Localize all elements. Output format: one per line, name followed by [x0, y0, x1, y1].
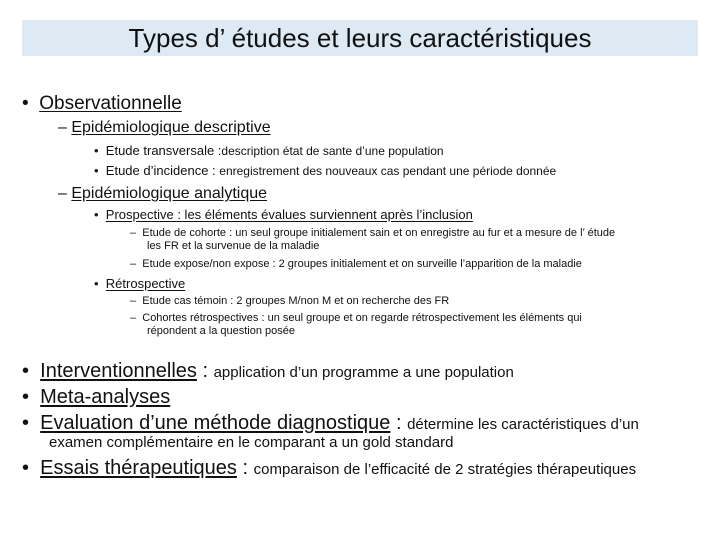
- evaluation-desc: détermine les caractéristiques d’un: [407, 416, 639, 433]
- dash-icon: –: [58, 185, 67, 202]
- evaluation-sep: :: [390, 412, 408, 434]
- list-item-interventionnelles: [22, 361, 514, 381]
- bullet-icon: •: [94, 163, 99, 178]
- analytique-label: Epidémiologique analytique: [71, 185, 268, 202]
- essais-desc: comparaison de l’efficacité de 2 stratégies thérapeutiques: [253, 461, 637, 478]
- cohortes-retro-text: Cohortes rétrospectives : un seul groupe et on regarde rétrospectivement les éléments qui: [142, 312, 582, 324]
- evaluation-label: Evaluation d’une méthode diagnostique: [40, 412, 391, 434]
- evaluation-continuation: examen complémentaire en le comparant a un gold standard: [49, 434, 454, 451]
- dash-icon: –: [130, 312, 137, 324]
- descriptive-label: Epidémiologique descriptive: [71, 119, 271, 136]
- list-item-observationnelle: [22, 94, 182, 113]
- cohorte-text: Etude de cohorte : un seul groupe initialement sain et on enregistre au fur et a mesure de l’ étude: [142, 227, 616, 239]
- observationnelle-label: Observationnelle: [39, 93, 182, 114]
- page-title: Types d’ études et leurs caractéristiques: [128, 23, 592, 53]
- list-item-evaluation: [22, 413, 639, 433]
- list-item-cohorte: [130, 228, 615, 239]
- list-item-retrospective: [94, 277, 185, 290]
- interventionnelles-label: Interventionnelles: [40, 360, 197, 382]
- expose-text: Etude expose/non expose : 2 groupes initialement et on surveille l’apparition de la maladie: [142, 258, 582, 270]
- incidence-desc: enregistrement des nouveaux cas pendant une période donnée: [219, 164, 557, 178]
- dash-icon: –: [130, 227, 137, 239]
- dash-icon: –: [130, 258, 137, 270]
- bullet-icon: •: [22, 360, 30, 382]
- incidence-label: Etude d’incidence :: [105, 163, 216, 178]
- list-item-analytique: [58, 186, 267, 202]
- bullet-icon: •: [22, 457, 30, 479]
- dash-icon: –: [58, 119, 67, 136]
- bullet-icon: •: [22, 412, 30, 434]
- interventionnelles-sep: :: [196, 360, 214, 382]
- list-item-transversale: [94, 144, 444, 157]
- bullet-icon: •: [94, 207, 99, 222]
- list-item-descriptive: [58, 120, 271, 136]
- list-item-incidence: [94, 164, 556, 177]
- retrospective-label: Rétrospective: [105, 276, 186, 291]
- bullet-icon: •: [22, 386, 30, 408]
- prospective-label: Prospective : les éléments évalues surviennent après l’inclusion: [105, 207, 473, 222]
- title-bar: [22, 20, 698, 56]
- list-item-cohortes-retro: [130, 313, 582, 324]
- cohortes-retro-continuation: répondent a la question posée: [147, 325, 296, 337]
- cohorte-continuation: les FR et la survenue de la maladie: [147, 240, 320, 252]
- bullet-icon: •: [22, 93, 29, 114]
- list-item-prospective: [94, 208, 473, 221]
- dash-icon: –: [130, 295, 137, 307]
- list-item-essais: [22, 458, 636, 478]
- essais-label: Essais thérapeutiques: [40, 457, 237, 479]
- cas-temoin-text: Etude cas témoin : 2 groupes M/non M et on recherche des FR: [142, 295, 450, 307]
- interventionnelles-desc: application d’un programme a une population: [213, 364, 514, 381]
- transversale-desc: description état de sante d’une population: [221, 144, 444, 158]
- list-item-expose: [130, 259, 582, 270]
- meta-label: Meta-analyses: [40, 386, 171, 408]
- list-item-meta: [22, 387, 170, 407]
- transversale-label: Etude transversale :: [105, 143, 222, 158]
- bullet-icon: •: [94, 276, 99, 291]
- bullet-icon: •: [94, 143, 99, 158]
- essais-sep: :: [236, 457, 254, 479]
- list-item-cas-temoin: [130, 296, 449, 307]
